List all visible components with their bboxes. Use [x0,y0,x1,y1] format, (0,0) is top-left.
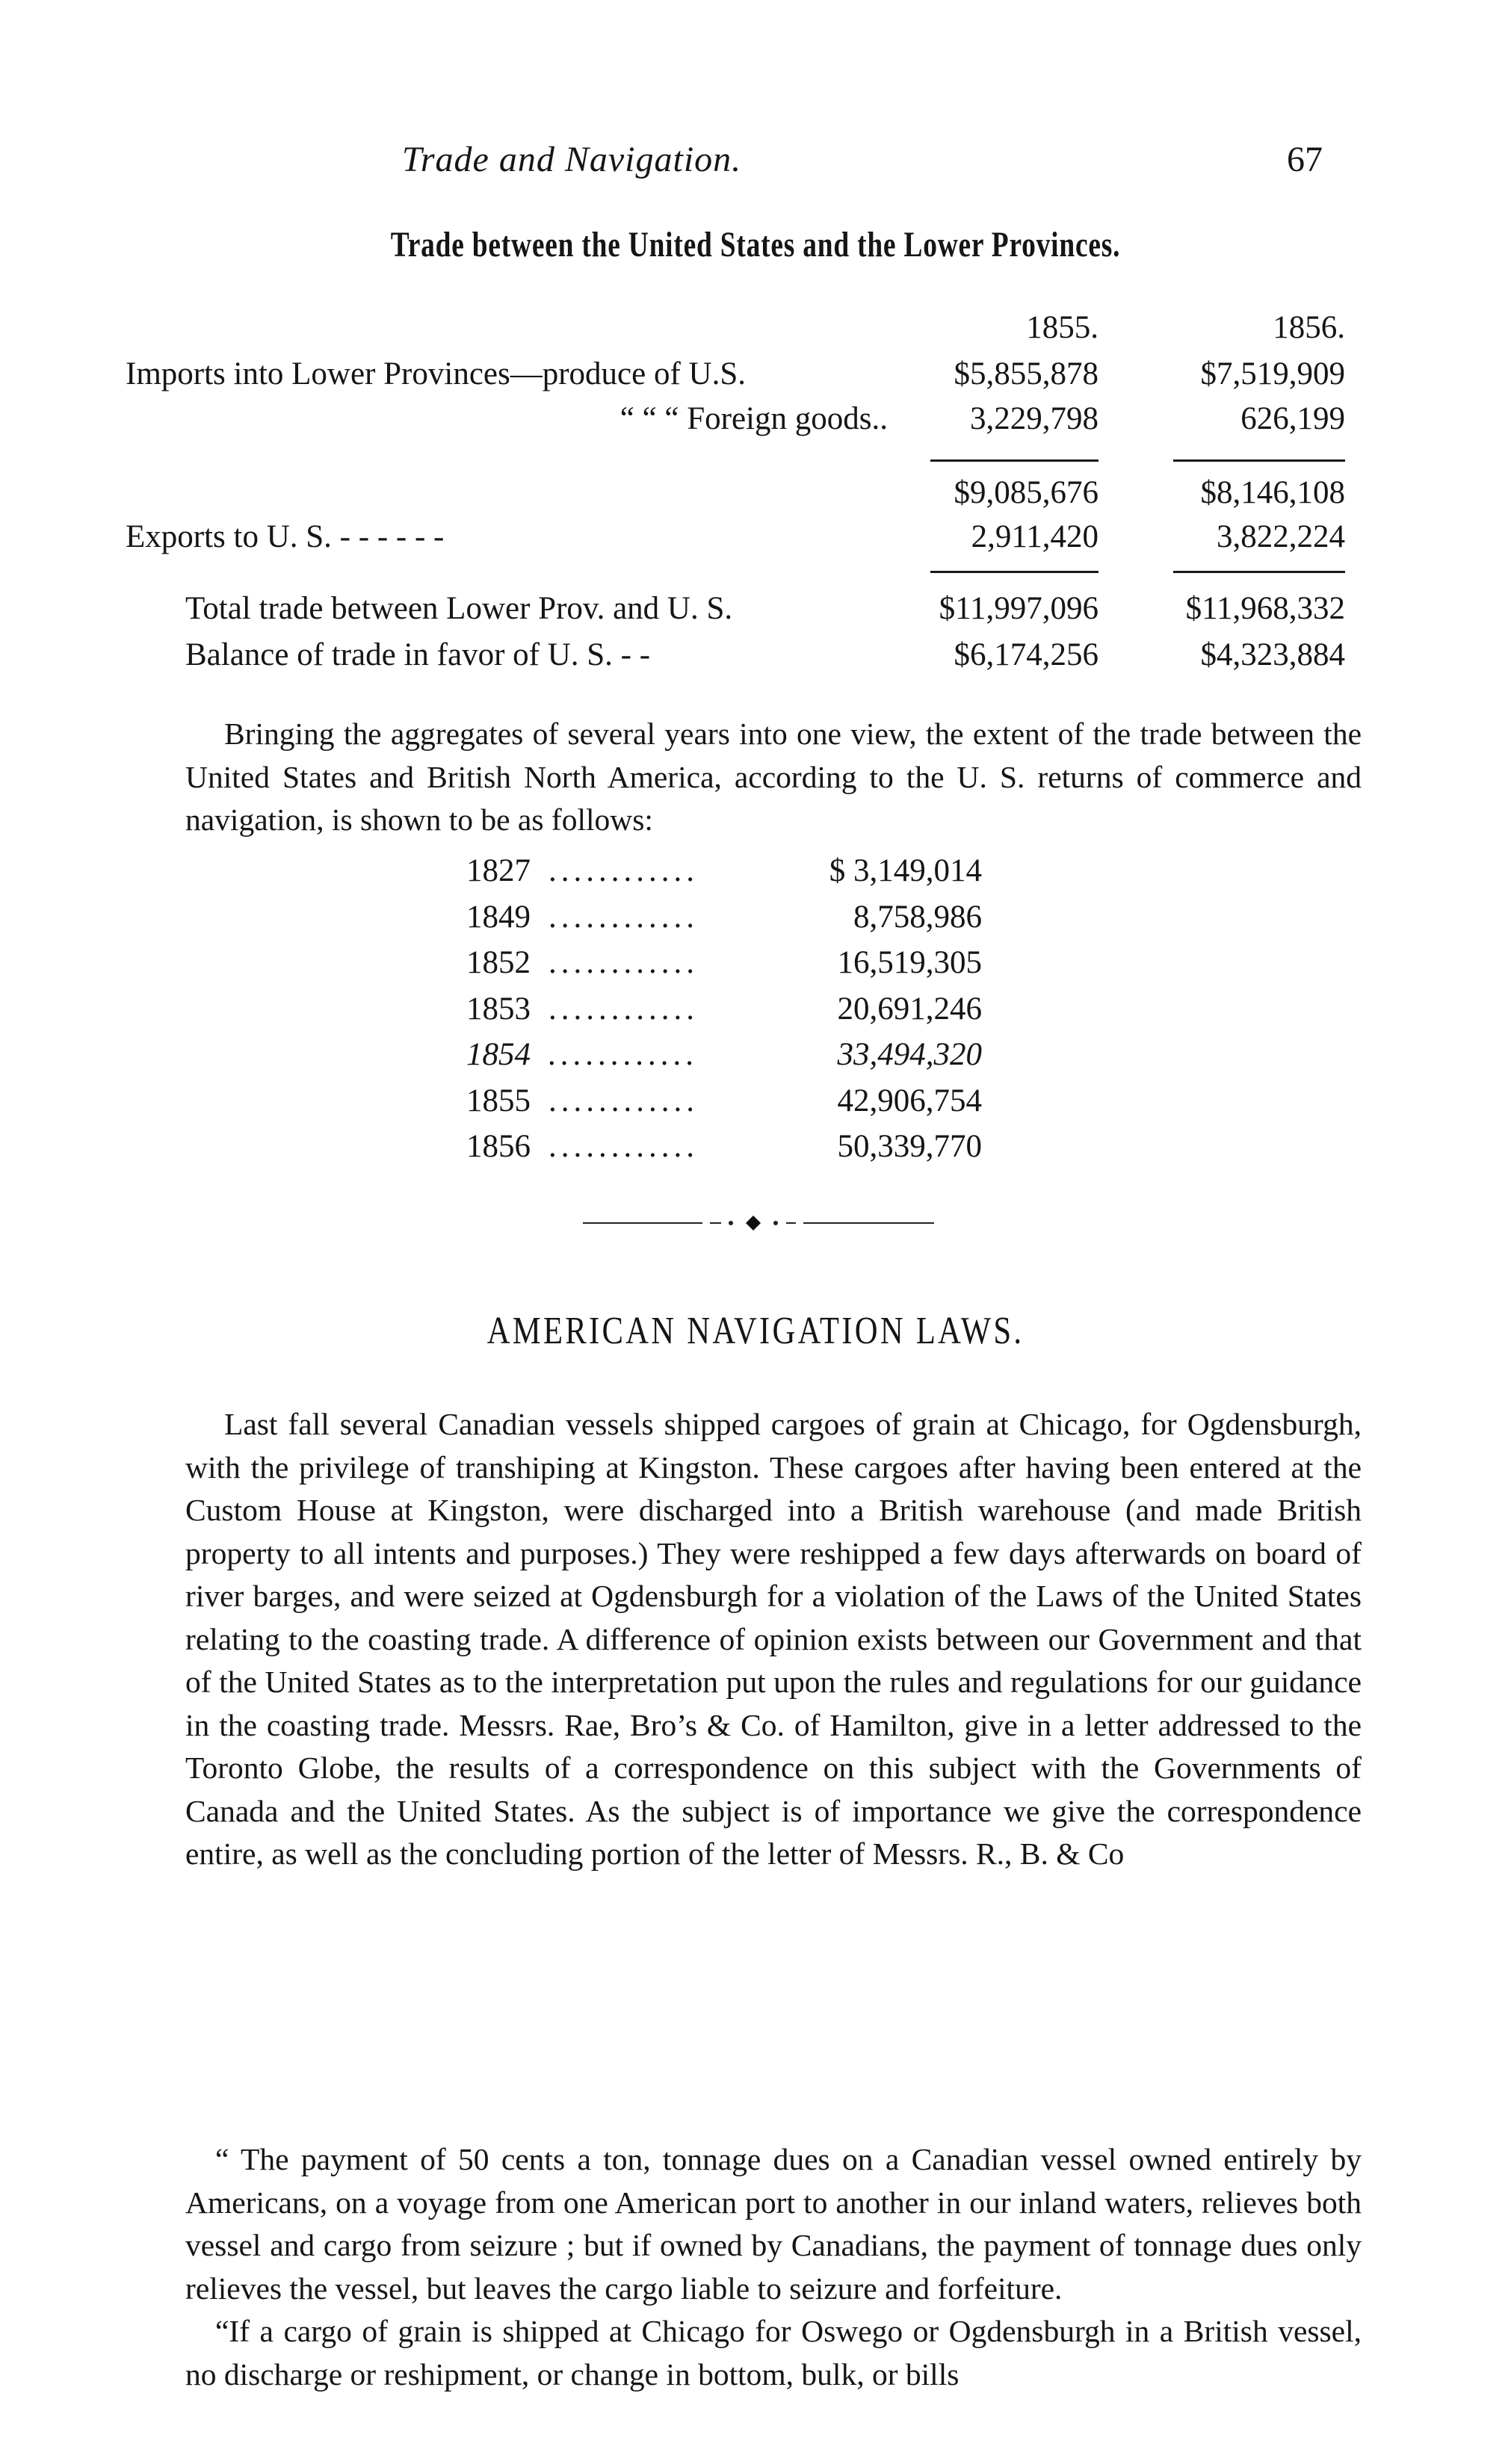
intro-paragraph: Bringing the aggregates of several years into one view, the extent of the trade between the United States and British North America, according to the U. S. returns of commerce and navigation, is shown to be as follows: [185,716,1362,837]
aggregates-table [466,848,982,1170]
aggregate-row [466,1078,982,1124]
row-label-imports-produce: Imports into Lower Provinces—produce of U.S. [126,356,746,391]
subtotal-1856: $8,146,108 [1200,475,1345,510]
row-label-balance [185,637,888,673]
aggregate-row [466,848,982,894]
foreign-goods-1855: 3,229,798 [970,401,1099,436]
row-label-exports [126,519,888,555]
aggregate-row [466,940,982,986]
exports-1856: 3,822,224 [1217,519,1345,554]
aggregate-year: 1852 [466,945,531,980]
row-label-foreign-goods [126,400,888,437]
total-trade-1856: $11,968,332 [1185,591,1345,626]
aggregate-value: 20,691,246 [837,991,982,1027]
foreign-goods-label-text: “ “ “ Foreign goods.. [619,401,888,436]
aggregate-row [466,986,982,1033]
aggregate-leader-dots: ............ [549,1129,699,1164]
aggregate-year: 1827 [466,853,531,888]
body-paragraph: Last fall several Canadian vessels shipped cargoes of grain at Chicago, for Ogdensburgh, with the privilege of transhiping at Kingston. These cargoes after having been entered at the Custom House at Kingston, were discharged into a British warehouse (and made British property to all intents and purposes.) They were reshipped a few days afterwards on board of river barges, and were seized at Ogdensburgh for a violation of the Laws of the United States relating to the coasting trade. A difference of opinion exists between our Government and that of the United States as to the interpretation put upon the rules and regulations for our guidance in the coasting trade. Messrs. Rae, Bro’s & Co. of Hamilton, give in a letter addressed to the Toronto Globe, the results of a correspondence on this subject with the Governments of Canada and the United States. As the subject is of importance we give the correspondence entire, as well as the concluding portion of the letter of Messrs. R., B. & Co [185,1407,1362,1871]
subtotal-rule-1856 [1173,459,1345,462]
aggregate-year: 1853 [466,991,531,1027]
aggregate-value: 16,519,305 [837,945,982,980]
aggregate-leader-dots: ............ [549,991,699,1027]
aggregate-leader-dots: ............ [549,1037,699,1072]
foreign-goods-1856: 626,199 [1240,401,1345,436]
running-title: Trade and Navigation. [401,140,742,179]
aggregate-value: 50,339,770 [837,1129,982,1164]
total-rule-1856 [1173,571,1345,573]
body-paragraph: “ The payment of 50 cents a ton, tonnage dues on a Canadian vessel owned entirely by Americans, on a voyage from one American port to another in our inland waters, relieves both vessel and cargo from seizure ; but if owned by Canadians, the payment of tonnage dues only relieves the vessel, but leaves the cargo liable to seizure and forfeiture. [185,2142,1362,2306]
imports-produce-1856: $7,519,909 [1200,356,1345,391]
page-number: 67 [1287,140,1323,179]
aggregate-row [466,894,982,941]
aggregate-leader-dots: ............ [549,853,699,888]
row-label-total-trade: Total trade between Lower Prov. and U. S. [185,591,733,626]
aggregate-year: 1855 [466,1083,531,1118]
ornamental-divider [583,1214,934,1232]
aggregate-value: 8,758,986 [853,899,982,935]
aggregate-row [466,1124,982,1170]
subtotal-rule-1855 [930,459,1099,462]
aggregate-year: 1856 [466,1129,531,1164]
balance-1855: $6,174,256 [954,637,1099,672]
year-1855-header: 1855. [1026,310,1099,345]
balance-1856: $4,323,884 [1200,637,1345,672]
exports-1855: 2,911,420 [971,519,1099,554]
exports-label-text: Exports to U. S. - - - - - - [126,519,445,554]
table-title: Trade between the United States and the Lower Provinces. [390,225,1121,264]
aggregate-year: 1849 [466,899,531,935]
aggregate-year: 1854 [466,1037,531,1072]
aggregate-row [466,1032,982,1078]
aggregate-leader-dots: ............ [549,899,699,935]
aggregate-leader-dots: ............ [549,945,699,980]
total-trade-1855: $11,997,096 [939,591,1099,626]
total-rule-1855 [930,571,1099,573]
section-title: AMERICAN NAVIGATION LAWS. [486,1310,1025,1352]
imports-produce-1855: $5,855,878 [954,356,1099,391]
year-1856-header: 1856. [1273,310,1345,345]
aggregate-leader-dots: ............ [549,1083,699,1118]
aggregate-value: 33,494,320 [837,1037,982,1072]
body-paragraph: “If a cargo of grain is shipped at Chicago for Oswego or Ogdensburgh in a British vessel, no discharge or reshipment, or change in bottom, bulk, or bills [185,2314,1362,2392]
balance-label-text: Balance of trade in favor of U. S. - - [185,637,651,672]
aggregate-value: 42,906,754 [837,1083,982,1118]
subtotal-1855: $9,085,676 [954,475,1099,510]
aggregate-value: $ 3,149,014 [829,853,982,888]
